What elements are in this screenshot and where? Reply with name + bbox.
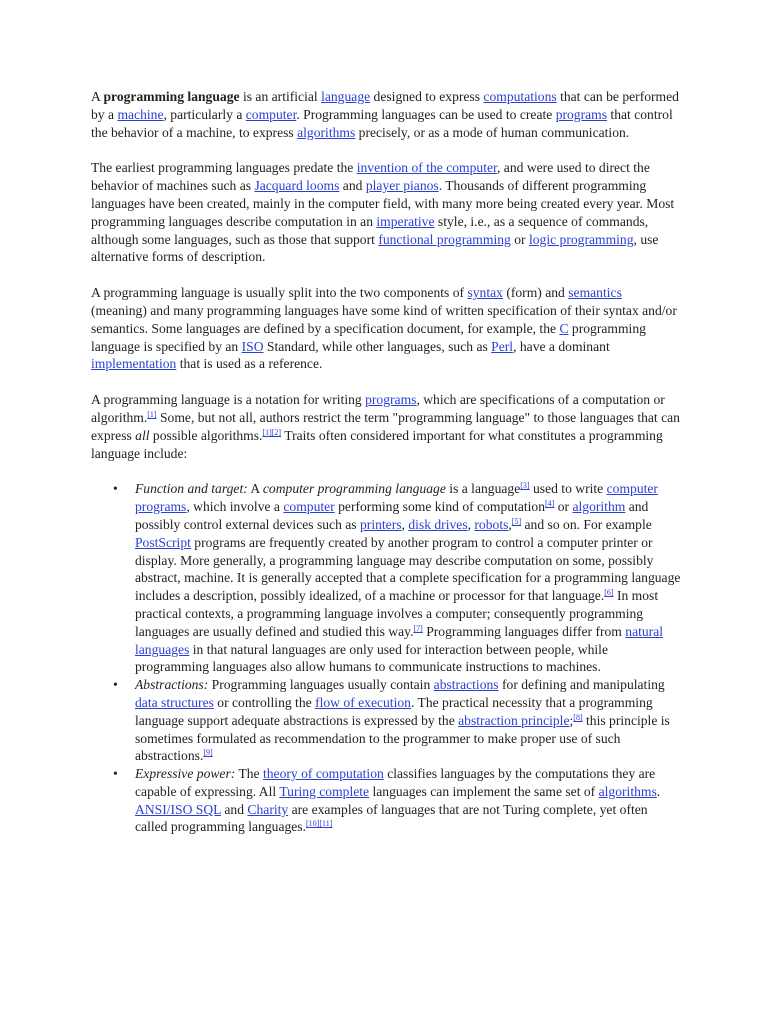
text: ;: [569, 712, 574, 728]
text: . Programming languages can be used to create: [296, 106, 556, 122]
text: and possibly control external devices such as: [135, 499, 649, 532]
link-algorithms[interactable]: algorithms: [598, 783, 657, 799]
link-printers[interactable]: printers: [360, 516, 402, 532]
text: classifies languages by the computations they are capable of expressing. All: [135, 766, 656, 799]
text: , have a dominant: [513, 338, 610, 354]
text: that control the behavior of a machine, to express: [91, 106, 673, 140]
link-computer[interactable]: computer: [283, 499, 335, 515]
citation-link[interactable]: [5]: [511, 516, 522, 526]
link-flow-of-execution[interactable]: flow of execution: [315, 694, 411, 710]
citation-link[interactable]: [10][11]: [306, 819, 333, 829]
text: , and were used to direct the behavior of machines such as: [91, 160, 650, 194]
text: , particularly a: [163, 106, 246, 122]
emphasis: all: [135, 427, 150, 443]
text: (meaning) and many programming languages have some kind of written specification of their syntax and/or semantics. Some languages are defined by a specification document, for example, the: [91, 302, 677, 336]
citation-link[interactable]: [4]: [545, 499, 555, 509]
item-heading: Function and target:: [135, 481, 248, 497]
item-heading: Expressive power:: [135, 766, 236, 782]
paragraph-history: [91, 159, 681, 266]
link-programs[interactable]: programs: [555, 106, 608, 122]
text: The: [235, 766, 263, 782]
text: ,: [401, 516, 409, 532]
text: and: [339, 178, 366, 194]
citation-link[interactable]: [7]: [413, 623, 423, 633]
text: performing some kind of computation: [334, 499, 546, 515]
text: and so on. For example: [521, 516, 652, 532]
text: Programming languages differ from: [422, 623, 626, 639]
text: possible algorithms.: [149, 427, 263, 443]
text: this principle is sometimes formulated as recommendation to the programmer to make proper use of such abstractions.: [135, 712, 670, 764]
text: A: [91, 89, 104, 104]
link-syntax[interactable]: syntax: [467, 285, 503, 301]
text: is an artificial: [239, 89, 322, 104]
citation-link[interactable]: [6]: [604, 588, 614, 598]
text: and: [220, 801, 248, 817]
text: languages can implement the same set of: [369, 783, 599, 799]
link-abstraction-principle[interactable]: abstraction principle: [458, 712, 570, 728]
text: A: [247, 481, 263, 497]
item-heading: Abstractions:: [135, 677, 209, 693]
list-item-abstractions: [135, 676, 681, 765]
text: programs are frequently created by another program to control a computer printer or display. More generally, a programming language may describe computation on some, possibly abstract, machine. It is generally accepted that a complete specification for a programming language includes a description, possibly idealized, of a machine or processor for that language.: [135, 534, 681, 604]
text: for defining and manipulating: [498, 677, 665, 693]
citation-link[interactable]: [8]: [573, 712, 583, 722]
link-c[interactable]: C: [559, 320, 569, 336]
text: The earliest programming languages predate the: [91, 160, 357, 176]
paragraph-syntax-semantics: [91, 284, 681, 373]
link-logic-programming[interactable]: logic programming: [528, 231, 634, 247]
text: or: [510, 231, 529, 247]
citation-link[interactable]: [1][2]: [262, 427, 282, 437]
link-algorithms[interactable]: algorithms: [297, 124, 356, 140]
text: A programming language is usually split into the two components of: [91, 285, 468, 301]
link-algorithm[interactable]: algorithm: [572, 499, 626, 515]
text: A programming language is a notation for writing: [91, 392, 366, 408]
text: (form) and: [502, 285, 569, 301]
citation-link[interactable]: [3]: [520, 481, 530, 491]
link-abstractions[interactable]: abstractions: [433, 677, 499, 693]
text: .: [656, 783, 661, 799]
paragraph-notation: [91, 391, 681, 462]
text: or: [554, 499, 573, 515]
link-jacquard-looms[interactable]: Jacquard looms: [254, 178, 340, 194]
emphasis: computer programming language: [262, 481, 446, 497]
text: or controlling the: [213, 694, 316, 710]
link-turing-complete[interactable]: Turing complete: [279, 783, 370, 799]
text: used to write: [529, 481, 607, 497]
text: in that natural languages are only used for interaction between people, while programming languages also allow humans to communicate instructions to machines.: [135, 641, 608, 675]
text: style, i.e., as a sequence of commands, although some languages, such as those that support: [91, 213, 649, 247]
text: . Thousands of different programming languages have been created, mainly in the computer field, with many more being created every year. Most programming languages describe computation in an: [91, 178, 675, 229]
text: designed to express: [370, 89, 484, 104]
term-bold: programming language: [103, 89, 240, 104]
link-natural-languages[interactable]: natural languages: [135, 623, 664, 657]
traits-list: [91, 480, 681, 836]
link-invention-of-the-computer[interactable]: invention of the computer: [356, 160, 497, 176]
list-item-expressive-power: [135, 765, 681, 836]
link-theory-of-computation[interactable]: theory of computation: [262, 766, 384, 782]
link-machine[interactable]: machine: [117, 106, 164, 122]
link-data-structures[interactable]: data structures: [135, 694, 214, 710]
text: Traits often considered important for what constitutes a programming language include:: [91, 427, 663, 461]
text: . The practical necessity that a programming language support adequate abstractions is expressed by the: [135, 694, 653, 728]
text: ,: [467, 516, 475, 532]
link-robots[interactable]: robots: [474, 516, 509, 532]
list-item-function-target: [135, 480, 681, 676]
link-semantics[interactable]: semantics: [568, 285, 622, 301]
citation-link[interactable]: [9]: [203, 748, 213, 758]
link-language[interactable]: language: [321, 89, 371, 104]
link-disk-drives[interactable]: disk drives: [408, 516, 468, 532]
link-ansi-iso-sql[interactable]: ANSI/ISO SQL: [135, 801, 221, 817]
text: precisely, or as a mode of human communication.: [355, 124, 630, 140]
text: Standard, while other languages, such as: [263, 338, 492, 354]
text: are examples of languages that are not Turing complete, yet often called programming languages.: [135, 801, 648, 835]
text: Programming languages usually contain: [208, 677, 434, 693]
link-postscript[interactable]: PostScript: [135, 534, 191, 550]
text: ,: [508, 516, 512, 532]
article-body: [91, 88, 681, 836]
text: Some, but not all, authors restrict the term "programming language" to those languages that can express: [91, 409, 680, 443]
paragraph-intro: [91, 88, 681, 141]
link-iso[interactable]: ISO: [241, 338, 264, 354]
link-programs[interactable]: programs: [365, 392, 417, 408]
link-implementation[interactable]: implementation: [91, 356, 177, 372]
link-computations[interactable]: computations: [483, 89, 557, 104]
text: is a language: [445, 481, 521, 497]
text: , which involve a: [186, 499, 284, 515]
text: , use alternative forms of description.: [91, 231, 659, 265]
citation-link[interactable]: [1]: [147, 409, 157, 419]
text: that can be performed by a: [91, 89, 679, 122]
link-functional-programming[interactable]: functional programming: [378, 231, 511, 247]
link-computer[interactable]: computer: [245, 106, 297, 122]
link-perl[interactable]: Perl: [491, 338, 514, 354]
link-charity[interactable]: Charity: [247, 801, 289, 817]
text: , which are specifications of a computation or algorithm.: [91, 392, 665, 425]
link-player-pianos[interactable]: player pianos: [365, 178, 439, 194]
link-computer-programs[interactable]: computer programs: [135, 481, 658, 515]
text: programming language is specified by an: [91, 320, 646, 354]
text: that is used as a reference.: [176, 356, 323, 372]
text: In most practical contexts, a programming language involves a computer; consequently programming languages are usually defined and studied this way.: [135, 588, 659, 639]
link-imperative[interactable]: imperative: [376, 213, 435, 229]
